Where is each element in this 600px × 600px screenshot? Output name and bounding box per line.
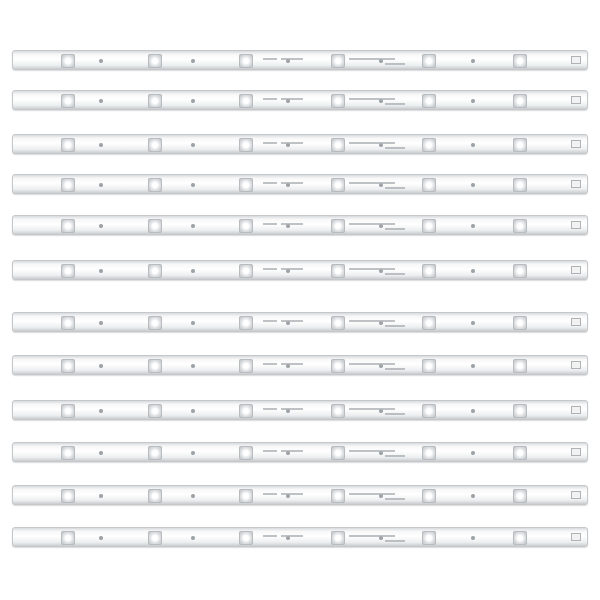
mounting-hole	[191, 99, 195, 103]
led-lens	[331, 531, 345, 545]
silkscreen-print	[281, 268, 303, 270]
silkscreen-print	[263, 363, 277, 365]
mounting-hole	[99, 59, 103, 63]
led-lens	[422, 404, 436, 418]
led-lens	[513, 138, 527, 152]
strip-connector	[571, 221, 581, 229]
led-lens	[513, 316, 527, 330]
strip-connector	[571, 56, 581, 64]
silkscreen-print	[263, 450, 277, 452]
led-lens	[422, 446, 436, 460]
led-lens	[148, 94, 162, 108]
led-strip	[12, 215, 588, 235]
led-lens	[422, 359, 436, 373]
led-lens	[239, 264, 253, 278]
silkscreen-print	[263, 493, 277, 495]
led-lens	[239, 359, 253, 373]
mounting-hole	[191, 494, 195, 498]
led-lens	[61, 404, 75, 418]
led-lens	[148, 489, 162, 503]
led-lens	[61, 316, 75, 330]
silkscreen-print	[385, 187, 405, 189]
silkscreen-print	[349, 535, 395, 537]
mounting-hole	[99, 321, 103, 325]
silkscreen-print	[281, 223, 303, 225]
strip-connector	[571, 361, 581, 369]
led-lens	[422, 178, 436, 192]
mounting-hole	[99, 409, 103, 413]
mounting-hole	[191, 59, 195, 63]
led-lens	[331, 489, 345, 503]
led-lens	[513, 94, 527, 108]
led-lens	[331, 359, 345, 373]
led-lens	[331, 138, 345, 152]
led-lens	[422, 264, 436, 278]
silkscreen-print	[281, 535, 303, 537]
led-strip	[12, 312, 588, 332]
silkscreen-print	[385, 540, 405, 542]
led-lens	[148, 138, 162, 152]
led-lens	[148, 446, 162, 460]
led-lens	[239, 446, 253, 460]
led-lens	[422, 316, 436, 330]
led-lens	[422, 489, 436, 503]
mounting-hole	[99, 494, 103, 498]
mounting-hole	[99, 183, 103, 187]
led-lens	[61, 138, 75, 152]
led-lens	[239, 489, 253, 503]
mounting-hole	[191, 451, 195, 455]
led-lens	[148, 404, 162, 418]
silkscreen-print	[263, 320, 277, 322]
silkscreen-print	[385, 147, 405, 149]
silkscreen-print	[281, 182, 303, 184]
led-lens	[513, 219, 527, 233]
led-lens	[513, 446, 527, 460]
silkscreen-print	[349, 408, 395, 410]
mounting-hole	[471, 224, 475, 228]
mounting-hole	[191, 321, 195, 325]
mounting-hole	[99, 143, 103, 147]
silkscreen-print	[263, 98, 277, 100]
silkscreen-print	[385, 103, 405, 105]
mounting-hole	[471, 143, 475, 147]
led-lens	[148, 316, 162, 330]
led-lens	[513, 54, 527, 68]
strip-connector	[571, 266, 581, 274]
led-lens	[61, 359, 75, 373]
led-strip	[12, 527, 588, 547]
strip-connector	[571, 491, 581, 499]
mounting-hole	[471, 99, 475, 103]
silkscreen-print	[281, 98, 303, 100]
silkscreen-print	[349, 223, 395, 225]
mounting-hole	[191, 536, 195, 540]
strip-connector	[571, 406, 581, 414]
led-lens	[239, 94, 253, 108]
led-lens	[331, 54, 345, 68]
strip-connector	[571, 533, 581, 541]
silkscreen-print	[349, 363, 395, 365]
silkscreen-print	[281, 320, 303, 322]
led-lens	[61, 446, 75, 460]
led-lens	[148, 359, 162, 373]
led-strip	[12, 485, 588, 505]
silkscreen-print	[349, 98, 395, 100]
led-lens	[239, 138, 253, 152]
mounting-hole	[191, 183, 195, 187]
mounting-hole	[99, 269, 103, 273]
mounting-hole	[99, 536, 103, 540]
led-lens	[239, 54, 253, 68]
mounting-hole	[471, 494, 475, 498]
silkscreen-print	[263, 142, 277, 144]
led-strip	[12, 442, 588, 462]
mounting-hole	[99, 99, 103, 103]
strip-connector	[571, 448, 581, 456]
silkscreen-print	[281, 142, 303, 144]
led-lens	[331, 446, 345, 460]
led-lens	[513, 531, 527, 545]
silkscreen-print	[281, 450, 303, 452]
mounting-hole	[471, 183, 475, 187]
silkscreen-print	[263, 58, 277, 60]
silkscreen-print	[385, 498, 405, 500]
mounting-hole	[191, 224, 195, 228]
led-lens	[61, 531, 75, 545]
silkscreen-print	[281, 408, 303, 410]
mounting-hole	[471, 451, 475, 455]
mounting-hole	[191, 269, 195, 273]
silkscreen-print	[349, 58, 395, 60]
mounting-hole	[471, 269, 475, 273]
mounting-hole	[191, 143, 195, 147]
silkscreen-print	[263, 182, 277, 184]
led-lens	[61, 178, 75, 192]
silkscreen-print	[263, 535, 277, 537]
silkscreen-print	[385, 368, 405, 370]
mounting-hole	[471, 536, 475, 540]
led-lens	[513, 178, 527, 192]
mounting-hole	[471, 364, 475, 368]
silkscreen-print	[263, 408, 277, 410]
mounting-hole	[471, 59, 475, 63]
led-lens	[422, 138, 436, 152]
led-strip	[12, 90, 588, 110]
mounting-hole	[99, 364, 103, 368]
strip-connector	[571, 180, 581, 188]
led-strip	[12, 50, 588, 70]
mounting-hole	[471, 321, 475, 325]
led-lens	[148, 178, 162, 192]
led-lens	[331, 219, 345, 233]
led-lens	[331, 94, 345, 108]
mounting-hole	[191, 364, 195, 368]
led-lens	[513, 489, 527, 503]
silkscreen-print	[349, 142, 395, 144]
silkscreen-print	[263, 268, 277, 270]
silkscreen-print	[349, 493, 395, 495]
led-lens	[239, 531, 253, 545]
led-strip	[12, 400, 588, 420]
led-lens	[61, 94, 75, 108]
led-lens	[148, 264, 162, 278]
silkscreen-print	[385, 273, 405, 275]
mounting-hole	[471, 409, 475, 413]
led-lens	[239, 404, 253, 418]
led-strip	[12, 134, 588, 154]
mounting-hole	[99, 451, 103, 455]
strip-connector	[571, 140, 581, 148]
silkscreen-print	[385, 455, 405, 457]
led-lens	[61, 54, 75, 68]
mounting-hole	[99, 224, 103, 228]
led-strip	[12, 260, 588, 280]
silkscreen-print	[349, 268, 395, 270]
led-lens	[148, 54, 162, 68]
silkscreen-print	[349, 182, 395, 184]
led-lens	[239, 219, 253, 233]
led-lens	[422, 531, 436, 545]
silkscreen-print	[263, 223, 277, 225]
silkscreen-print	[385, 325, 405, 327]
silkscreen-print	[281, 363, 303, 365]
strip-connector	[571, 318, 581, 326]
led-lens	[148, 219, 162, 233]
silkscreen-print	[281, 58, 303, 60]
silkscreen-print	[385, 63, 405, 65]
strip-connector	[571, 96, 581, 104]
led-lens	[331, 264, 345, 278]
silkscreen-print	[349, 320, 395, 322]
silkscreen-print	[349, 450, 395, 452]
led-lens	[331, 178, 345, 192]
led-strip	[12, 174, 588, 194]
led-lens	[513, 404, 527, 418]
led-lens	[422, 94, 436, 108]
led-lens	[239, 178, 253, 192]
silkscreen-print	[385, 228, 405, 230]
led-strip	[12, 355, 588, 375]
led-lens	[331, 404, 345, 418]
led-lens	[331, 316, 345, 330]
led-lens	[148, 531, 162, 545]
led-lens	[239, 316, 253, 330]
led-lens	[61, 219, 75, 233]
silkscreen-print	[281, 493, 303, 495]
led-lens	[422, 54, 436, 68]
led-lens	[61, 264, 75, 278]
led-lens	[422, 219, 436, 233]
led-lens	[61, 489, 75, 503]
mounting-hole	[191, 409, 195, 413]
led-lens	[513, 359, 527, 373]
led-lens	[513, 264, 527, 278]
silkscreen-print	[385, 413, 405, 415]
